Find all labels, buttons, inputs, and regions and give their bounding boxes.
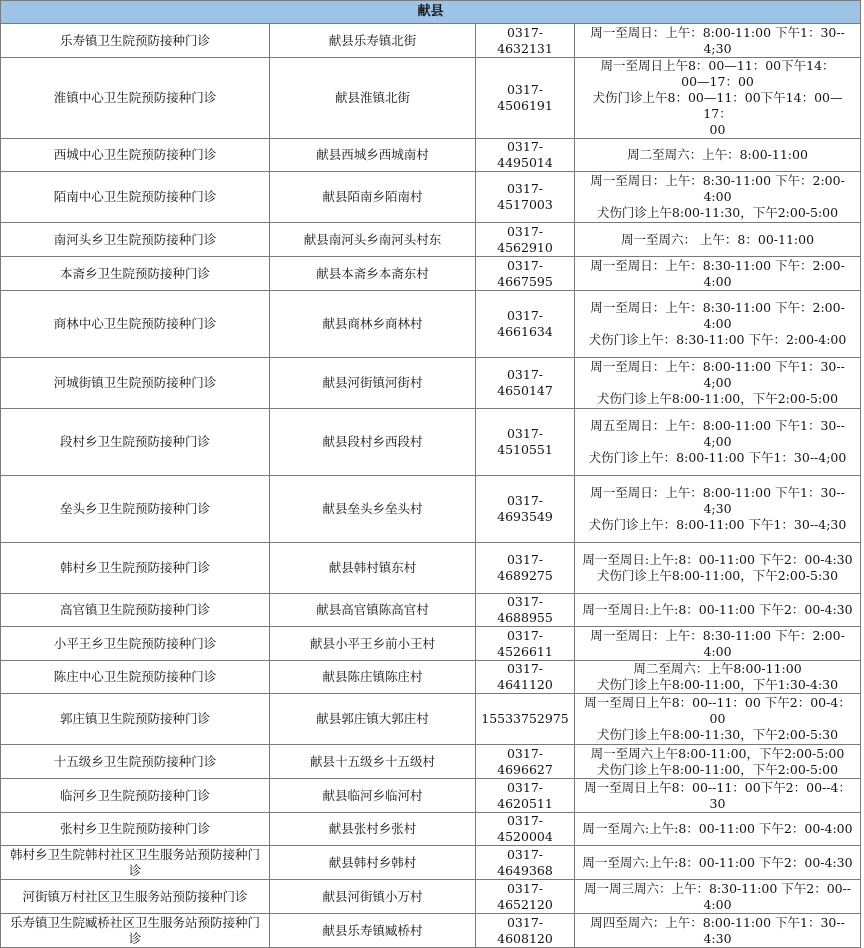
table-row bbox=[1, 358, 861, 409]
clinic-hours-cell bbox=[575, 172, 861, 223]
clinic-phone-cell: 0317-4693549 bbox=[476, 476, 575, 543]
hours-line: 周一至周日:上午:8：00-11:00 下午2：00-4:30 bbox=[582, 602, 853, 617]
clinic-phone-cell: 0317-4520004 bbox=[476, 813, 575, 846]
clinic-name-cell: 乐寿镇卫生院预防接种门诊 bbox=[1, 24, 270, 58]
clinic-phone-cell: 0317-4510551 bbox=[476, 409, 575, 476]
clinic-name-cell: 本斋乡卫生院预防接种门诊 bbox=[1, 257, 270, 291]
clinic-hours-cell bbox=[575, 543, 861, 594]
hours-line: 4:00 bbox=[703, 643, 732, 659]
table-row bbox=[1, 627, 861, 661]
clinic-phone-cell: 0317-4688955 bbox=[476, 594, 575, 627]
hours-line: 犬伤门诊上午8:00-11:30，下午2:00-5:00 bbox=[596, 205, 839, 220]
clinic-address-cell: 献县陈庄镇陈庄村 bbox=[270, 661, 476, 694]
clinic-name-cell: 郭庄镇卫生院预防接种门诊 bbox=[1, 694, 270, 745]
clinic-name-cell: 临河乡卫生院预防接种门诊 bbox=[1, 779, 270, 813]
clinic-phone-cell: 0317-4667595 bbox=[476, 257, 575, 291]
table-row bbox=[1, 291, 861, 358]
hours-line: 00 bbox=[709, 122, 726, 137]
clinic-hours-cell bbox=[575, 257, 861, 291]
hours-line: 周一至周日:上午:8：00-11:00 下午2：00-4:30 bbox=[582, 552, 853, 567]
table-row bbox=[1, 914, 861, 948]
table-row bbox=[1, 476, 861, 543]
hours-line: 4:00 bbox=[703, 273, 732, 289]
clinic-address-cell: 献县高官镇陈高官村 bbox=[270, 594, 476, 627]
clinic-phone-cell: 0317-4689275 bbox=[476, 543, 575, 594]
hours-line: 00 bbox=[709, 711, 726, 726]
clinic-name-cell: 淮镇中心卫生院预防接种门诊 bbox=[1, 58, 270, 139]
hours-line: 犬伤门诊上午8:00-11:00，下午2:00-5:00 bbox=[596, 761, 839, 777]
hours-line: 4:00 bbox=[703, 316, 732, 331]
hours-line: 犬伤门诊上午8:00-11:30，下午2:00-5:30 bbox=[596, 727, 839, 742]
hours-line: 犬伤门诊上午：8:00-11:00 下午1：30--4;30 bbox=[588, 517, 847, 532]
clinic-phone-cell: 0317-4696627 bbox=[476, 745, 575, 779]
clinic-name-cell: 段村乡卫生院预防接种门诊 bbox=[1, 409, 270, 476]
hours-line: 周一至周六:上午:8：00-11:00 下午2：00-4:00 bbox=[582, 821, 853, 836]
clinic-hours-cell bbox=[575, 779, 861, 813]
clinic-hours-cell bbox=[575, 880, 861, 914]
clinic-address-cell: 献县韩村乡韩村 bbox=[270, 846, 476, 880]
clinic-hours-cell bbox=[575, 24, 861, 58]
clinic-address-cell: 献县小平王乡前小王村 bbox=[270, 627, 476, 661]
hours-line: 4;00 bbox=[703, 375, 732, 390]
clinic-hours-cell bbox=[575, 594, 861, 627]
clinic-name-cell: 张村乡卫生院预防接种门诊 bbox=[1, 813, 270, 846]
clinic-phone-cell: 0317-4562910 bbox=[476, 223, 575, 257]
clinic-hours-cell bbox=[575, 846, 861, 880]
table-row bbox=[1, 846, 861, 880]
hours-line: 周一至周日上午8：00--11：00下午2：00--4： bbox=[584, 779, 851, 795]
clinic-hours-cell bbox=[575, 914, 861, 948]
hours-line: 周一至周日上午8：00—11：00下午14： bbox=[600, 58, 835, 73]
clinic-hours-cell bbox=[575, 694, 861, 745]
clinic-address-cell: 献县段村乡西段村 bbox=[270, 409, 476, 476]
table-row bbox=[1, 409, 861, 476]
hours-line: 周一至周日：上午：8:30-11:00 下午：2:00- bbox=[590, 300, 845, 315]
clinic-phone-cell: 0317-4620511 bbox=[476, 779, 575, 813]
clinic-address-cell: 献县淮镇北街 bbox=[270, 58, 476, 139]
hours-line: 犬伤门诊上午8:00-11:00，下午2:00-5:30 bbox=[596, 568, 839, 583]
clinic-hours-cell bbox=[575, 661, 861, 694]
clinic-name-cell: 乐寿镇卫生院臧桥社区卫生服务站预防接种门诊 bbox=[1, 914, 270, 948]
hours-line: 4:00 bbox=[703, 189, 732, 204]
clinic-address-cell: 献县郭庄镇大郭庄村 bbox=[270, 694, 476, 745]
hours-line: 周一至周六:上午:8：00-11:00 下午2：00-4:30 bbox=[582, 854, 853, 870]
table-row bbox=[1, 661, 861, 694]
clinic-address-cell: 献县商林乡商林村 bbox=[270, 291, 476, 358]
hours-line: 周一至周六上午8:00-11:00，下午2:00-5:00 bbox=[590, 745, 845, 761]
clinic-hours-cell bbox=[575, 409, 861, 476]
clinic-hours-cell bbox=[575, 476, 861, 543]
clinic-hours-cell bbox=[575, 58, 861, 139]
hours-line: 00—17：00 bbox=[681, 74, 754, 89]
clinic-hours-cell bbox=[575, 358, 861, 409]
clinic-name-cell: 河城街镇卫生院预防接种门诊 bbox=[1, 358, 270, 409]
clinic-name-cell: 陌南中心卫生院预防接种门诊 bbox=[1, 172, 270, 223]
hours-line: 周一周三周六：上午：8:30-11:00 下午2：00-- bbox=[583, 880, 852, 896]
clinic-hours-cell bbox=[575, 745, 861, 779]
hours-line: 周一至周日：上午：8:30-11:00 下午：2:00- bbox=[590, 257, 845, 273]
clinic-hours-cell bbox=[575, 139, 861, 172]
clinic-phone-cell: 0317-4526611 bbox=[476, 627, 575, 661]
hours-line: 犬伤门诊上午8:00-11:00，下午1:30-4:30 bbox=[596, 677, 839, 692]
hours-line: 4:00 bbox=[703, 896, 732, 912]
hours-line: 4;00 bbox=[703, 434, 732, 449]
hours-line: 周一至周日上午8：00--11：00 下午2：00-4： bbox=[584, 695, 851, 710]
clinic-name-cell: 河街镇万村社区卫生服务站预防接种门诊 bbox=[1, 880, 270, 914]
hours-line: 周一至周日：上午：8:00-11:00 下午1：30-- bbox=[590, 359, 845, 374]
clinic-name-cell: 垒头乡卫生院预防接种门诊 bbox=[1, 476, 270, 543]
clinic-hours-cell bbox=[575, 223, 861, 257]
clinic-address-cell: 献县十五级乡十五级村 bbox=[270, 745, 476, 779]
clinic-phone-cell: 0317-4649368 bbox=[476, 846, 575, 880]
clinic-address-cell: 献县乐寿镇北街 bbox=[270, 24, 476, 58]
table-row bbox=[1, 745, 861, 779]
hours-line: 4;30 bbox=[703, 40, 732, 56]
clinic-address-cell: 献县垒头乡垒头村 bbox=[270, 476, 476, 543]
clinic-phone-cell: 0317-4632131 bbox=[476, 24, 575, 58]
table-row bbox=[1, 257, 861, 291]
clinic-phone-cell: 0317-4495014 bbox=[476, 139, 575, 172]
clinic-name-cell: 南河头乡卫生院预防接种门诊 bbox=[1, 223, 270, 257]
clinic-name-cell: 高官镇卫生院预防接种门诊 bbox=[1, 594, 270, 627]
clinic-address-cell: 献县韩村镇东村 bbox=[270, 543, 476, 594]
table-row bbox=[1, 543, 861, 594]
clinic-phone-cell: 0317-4517003 bbox=[476, 172, 575, 223]
table-row bbox=[1, 223, 861, 257]
hours-line: 犬伤门诊上午8:00-11:00，下午2:00-5:00 bbox=[596, 391, 839, 406]
clinic-phone-cell: 0317-4506191 bbox=[476, 58, 575, 139]
clinic-name-cell: 商林中心卫生院预防接种门诊 bbox=[1, 291, 270, 358]
region-header: 献县 bbox=[1, 1, 861, 24]
clinic-phone-cell: 0317-4650147 bbox=[476, 358, 575, 409]
clinic-name-cell: 小平王乡卫生院预防接种门诊 bbox=[1, 627, 270, 661]
clinic-name-cell: 十五级乡卫生院预防接种门诊 bbox=[1, 745, 270, 779]
hours-line: 周一至周日：上午：8:00-11:00 下午1：30-- bbox=[590, 485, 845, 500]
hours-line: 犬伤门诊上午：8:30-11:00 下午：2:00-4:00 bbox=[588, 332, 847, 347]
hours-line: 犬伤门诊上午：8:00-11:00 下午1：30--4;00 bbox=[588, 450, 847, 465]
clinic-name-cell: 陈庄中心卫生院预防接种门诊 bbox=[1, 661, 270, 694]
table-row bbox=[1, 172, 861, 223]
clinic-phone-cell: 15533752975 bbox=[476, 694, 575, 745]
table-row bbox=[1, 594, 861, 627]
clinic-address-cell: 献县本斋乡本斋东村 bbox=[270, 257, 476, 291]
table-row bbox=[1, 880, 861, 914]
clinic-name-cell: 西城中心卫生院预防接种门诊 bbox=[1, 139, 270, 172]
clinic-address-cell: 献县乐寿镇臧桥村 bbox=[270, 914, 476, 948]
hours-line: 周一至周六： 上午：8：00-11:00 bbox=[620, 231, 815, 247]
table-row bbox=[1, 813, 861, 846]
clinic-address-cell: 献县西城乡西城南村 bbox=[270, 139, 476, 172]
clinic-address-cell: 献县南河头乡南河头村东 bbox=[270, 223, 476, 257]
clinic-phone-cell: 0317-4608120 bbox=[476, 914, 575, 948]
clinic-hours-cell bbox=[575, 291, 861, 358]
table-row bbox=[1, 58, 861, 139]
hours-line: 4:30 bbox=[703, 930, 732, 946]
table-row bbox=[1, 779, 861, 813]
hours-line: 周四至周六：上午：8:00-11:00 下午1：30-- bbox=[590, 914, 845, 930]
table-row bbox=[1, 694, 861, 745]
clinic-address-cell: 献县临河乡临河村 bbox=[270, 779, 476, 813]
clinic-hours-cell bbox=[575, 813, 861, 846]
clinic-name-cell: 韩村乡卫生院预防接种门诊 bbox=[1, 543, 270, 594]
clinic-phone-cell: 0317-4641120 bbox=[476, 661, 575, 694]
clinic-address-cell: 献县张村乡张村 bbox=[270, 813, 476, 846]
hours-line: 周一至周日：上午：8:30-11:00 下午：2:00- bbox=[590, 627, 845, 643]
hours-line: 周五至周日：上午：8:00-11:00 下午1：30-- bbox=[590, 418, 845, 433]
hours-line: 周二至周六：上午：8:00-11:00 bbox=[627, 147, 808, 162]
hours-line: 周一至周日：上午：8:30-11:00 下午：2:00- bbox=[590, 173, 845, 188]
clinic-address-cell: 献县河街镇小万村 bbox=[270, 880, 476, 914]
hours-line: 4;30 bbox=[703, 501, 732, 516]
clinic-table-body bbox=[1, 1, 861, 948]
region-header-row bbox=[1, 1, 861, 24]
clinic-address-cell: 献县河街镇河街村 bbox=[270, 358, 476, 409]
clinic-address-cell: 献县陌南乡陌南村 bbox=[270, 172, 476, 223]
hours-line: 周一至周日：上午：8:00-11:00 下午1：30-- bbox=[590, 24, 845, 40]
hours-line: 犬伤门诊上午8：00—11：00下午14：00—17： bbox=[592, 90, 843, 121]
hours-line: 周二至周六：上午8:00-11:00 bbox=[633, 661, 802, 676]
clinic-name-cell: 韩村乡卫生院韩村社区卫生服务站预防接种门诊 bbox=[1, 846, 270, 880]
clinic-phone-cell: 0317-4652120 bbox=[476, 880, 575, 914]
hours-line: 30 bbox=[709, 795, 726, 811]
table-row bbox=[1, 139, 861, 172]
clinic-hours-cell bbox=[575, 627, 861, 661]
table-row bbox=[1, 24, 861, 58]
clinic-phone-cell: 0317-4661634 bbox=[476, 291, 575, 358]
